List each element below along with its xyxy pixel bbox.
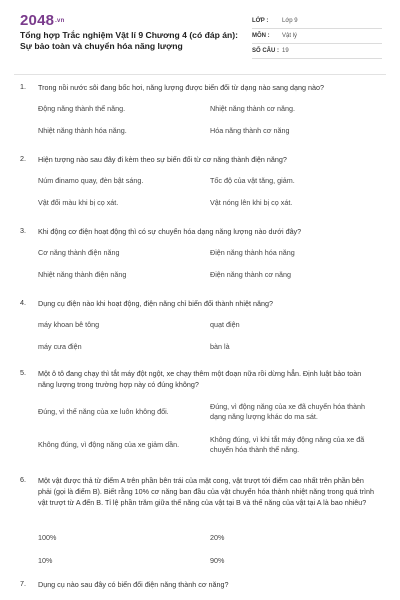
question-text: Một ô tô đang chạy thì tắt máy đột ngột, xe chạy thêm một đoạn nữa rồi dừng hẳn. Định luật bảo toàn năng lượng trong trường hợp này có đúng không? xyxy=(38,369,362,389)
page-title: Tổng hợp Trắc nghiệm Vật lí 9 Chương 4 (có đáp án): Sự bảo toàn và chuyển hóa năng lượng xyxy=(20,30,239,51)
option-d[interactable]: Điện năng thành cơ năng xyxy=(210,270,292,279)
option-c[interactable]: Nhiệt năng thành hóa năng. xyxy=(38,126,127,135)
option-c[interactable]: Không đúng, vì động năng của xe giảm dần. xyxy=(38,440,180,449)
meta-label: SỐ CÂU : xyxy=(252,48,279,54)
option-c[interactable]: máy cưa điện xyxy=(38,342,82,351)
option-b[interactable]: Đúng, vì động năng của xe đã chuyển hóa thành dạng năng lượng khác do ma sát. xyxy=(210,402,366,421)
question-text: Dụng cụ điện nào khi hoạt động, điện năng chỉ biến đổi thành nhiệt năng? xyxy=(38,299,273,308)
meta-value: 19 xyxy=(282,48,289,54)
meta-value: Vật lý xyxy=(282,33,298,39)
option-b[interactable]: 20% xyxy=(210,533,225,542)
header-divider xyxy=(14,74,386,75)
option-d[interactable]: Hóa năng thành cơ năng xyxy=(210,126,290,135)
question-text: Khi động cơ điện hoạt động thì có sự chuyển hóa dạng năng lượng nào dưới đây? xyxy=(38,227,302,236)
meta-table xyxy=(252,14,382,59)
question-number: 7. xyxy=(20,579,26,588)
question-text: Trong nồi nước sôi đang bốc hơi, năng lượng được biến đổi từ dạng nào sang dạng nào? xyxy=(38,83,324,92)
meta-row-subject xyxy=(252,29,382,44)
option-a[interactable]: máy khoan bê tông xyxy=(38,320,100,329)
option-b[interactable]: Tốc độ của vật tăng, giảm. xyxy=(210,176,295,185)
page-header xyxy=(0,0,400,64)
option-c[interactable]: 10% xyxy=(38,556,53,565)
option-a[interactable]: Đúng, vì thế năng của xe luôn không đổi. xyxy=(38,407,169,416)
option-a[interactable]: Cơ năng thành điện năng xyxy=(38,248,120,257)
option-d[interactable]: 90% xyxy=(210,556,225,565)
option-d[interactable]: bàn là xyxy=(210,342,230,351)
option-b[interactable]: Điện năng thành hóa năng xyxy=(210,248,295,257)
option-a[interactable]: 100% xyxy=(38,533,57,542)
option-b[interactable]: quạt điện xyxy=(210,320,240,329)
option-d[interactable]: Vật nóng lên khi bị cọ xát. xyxy=(210,198,293,207)
option-a[interactable]: Núm đinamo quay, đèn bật sáng. xyxy=(38,176,144,185)
option-c[interactable]: Vật đổi màu khi bị cọ xát. xyxy=(38,198,119,207)
question-number: 1. xyxy=(20,82,26,91)
meta-row-grade xyxy=(252,14,382,29)
question-number: 2. xyxy=(20,154,26,163)
meta-label: MÔN : xyxy=(252,33,270,39)
logo-text: 2048 xyxy=(20,12,55,29)
option-c[interactable]: Nhiệt năng thành điện năng xyxy=(38,270,127,279)
question-number: 3. xyxy=(20,226,26,235)
question-number: 6. xyxy=(20,475,26,484)
meta-label: LỚP : xyxy=(252,18,269,24)
question-text: Một vật được thả từ điểm A trên phần bên trái của mặt cong, vật trượt tới điểm cao nhất trên phần bên phải (gọi là điểm B). Biết rằng 10% cơ năng ban đầu của vật chuyển hóa thành nhiệt năng trong quá trình vật trượt từ A đến B. Tỉ lệ phần trăm giữa thế năng của vật tại B và thế năng của vật tại A là bao nhiêu? xyxy=(38,476,374,507)
question-text: Hiện tượng nào sau đây đi kèm theo sự biến đổi từ cơ năng thành điện năng? xyxy=(38,155,287,164)
question-number: 5. xyxy=(20,368,26,377)
meta-row-count xyxy=(252,44,382,59)
question-text: Dụng cụ nào sau đây có biến đổi điện năng thành cơ năng? xyxy=(38,580,229,589)
option-b[interactable]: Nhiệt năng thành cơ năng. xyxy=(210,104,296,113)
meta-value: Lớp 9 xyxy=(282,18,298,24)
question-number: 4. xyxy=(20,298,26,307)
option-d[interactable]: Không đúng, vì khi tắt máy động năng của xe đã chuyển hóa thành thế năng. xyxy=(210,435,365,454)
logo-suffix: .vn xyxy=(55,18,65,25)
site-logo[interactable] xyxy=(20,12,64,29)
option-a[interactable]: Động năng thành thế năng. xyxy=(38,104,126,113)
